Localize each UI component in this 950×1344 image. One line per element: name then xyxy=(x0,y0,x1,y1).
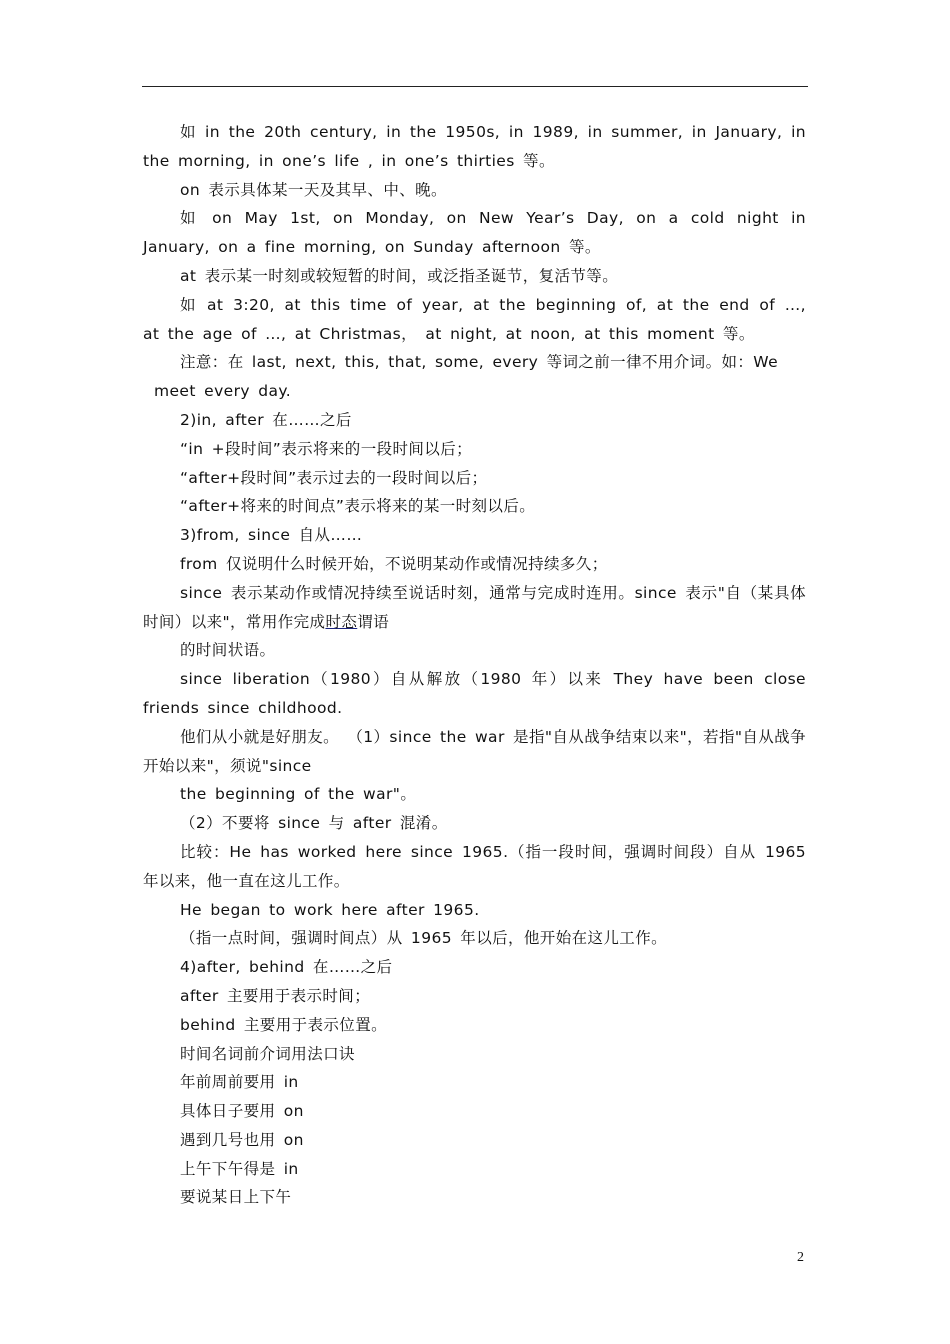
heading-after-behind: 4)after, behind 在……之后 xyxy=(180,958,393,977)
rhyme-line: 要说某日上下午 xyxy=(180,1188,292,1207)
paragraph-on-definition: on 表示具体某一天及其早、中、晚。 xyxy=(180,180,447,199)
paragraph-from: from 仅说明什么时候开始，不说明某动作或情况持续多久； xyxy=(180,554,608,573)
tense-link[interactable]: 时态 xyxy=(325,612,358,631)
rule-behind-position: behind 主要用于表示位置。 xyxy=(180,1015,387,1034)
paragraph-since-example: since liberation（1980）自从解放（1980 年）以来 They have been close friends since childhood. xyxy=(143,670,806,717)
paragraph-compare: 比较：He has worked here since 1965.（指一段时间，强调时间段）自从 1965 年以来，他一直在这儿工作。 xyxy=(143,842,806,890)
rule-after-time: after 主要用于表示时间； xyxy=(180,986,371,1005)
paragraph-since-after-note: （2）不要将 since 与 after 混淆。 xyxy=(180,814,448,833)
paragraph-note-example: meet every day. xyxy=(154,382,292,401)
rule-after-period: “after+段时间”表示过去的一段时间以后； xyxy=(180,468,488,487)
heading-in-after: 2)in, after 在……之后 xyxy=(180,410,352,429)
paragraph-compare-example: He began to work here after 1965. xyxy=(180,900,480,919)
rule-after-future-point: “after+将来的时间点”表示将来的某一时刻以后。 xyxy=(180,497,536,516)
rhyme-line: 遇到几号也用 on xyxy=(180,1130,304,1149)
paragraph-since: since 表示某动作或情况持续至说话时刻，通常与完成时连用。since 表示"自（某具体时间）以来"，常用作完成时态谓语 xyxy=(143,583,806,631)
page-number: 2 xyxy=(797,1250,804,1265)
rhyme-line: 具体日子要用 on xyxy=(180,1102,304,1121)
paragraph-since-war-cont: the beginning of the war"。 xyxy=(180,785,417,804)
paragraph-compare-explain: （指一点时间，强调时间点）从 1965 年以后，他开始在这儿工作。 xyxy=(180,929,668,948)
paragraph-since-cont: 的时间状语。 xyxy=(180,641,276,660)
header-rule xyxy=(142,86,808,87)
rhyme-line: 年前周前要用 in xyxy=(180,1073,299,1092)
paragraph-in-examples: 如 in the 20th century, in the 1950s, in 1989, in summer, in January, in the morning, in one’s life , in one’s thirties 等。 xyxy=(143,123,806,170)
rhyme-title: 时间名词前介词用法口诀 xyxy=(180,1044,355,1063)
rule-in-period: “in +段时间”表示将来的一段时间以后； xyxy=(180,439,473,458)
heading-from-since: 3)from, since 自从…… xyxy=(180,526,363,545)
document-body xyxy=(143,118,806,1212)
rhyme-line: 上午下午得是 in xyxy=(180,1159,299,1178)
paragraph-on-examples: 如 on May 1st, on Monday, on New Year’s Day, on a cold night in January, on a fine morning, on Sunday afternoon 等。 xyxy=(143,209,806,257)
paragraph-at-definition: at 表示某一时刻或较短暂的时间，或泛指圣诞节，复活节等。 xyxy=(180,266,619,285)
paragraph-at-examples: 如 at 3:20, at this time of year, at the beginning of, at the end of …, at the age of …, at Christmas， at night, at noon, at this moment 等。 xyxy=(143,295,806,343)
paragraph-since-war: 他们从小就是好朋友。 （1）since the war 是指"自从战争结束以来"，若指"自从战争开始以来"，须说"since xyxy=(143,727,806,775)
paragraph-note: 注意：在 last, next, this, that, some, every 等词之前一律不用介词。如：We xyxy=(180,353,779,372)
